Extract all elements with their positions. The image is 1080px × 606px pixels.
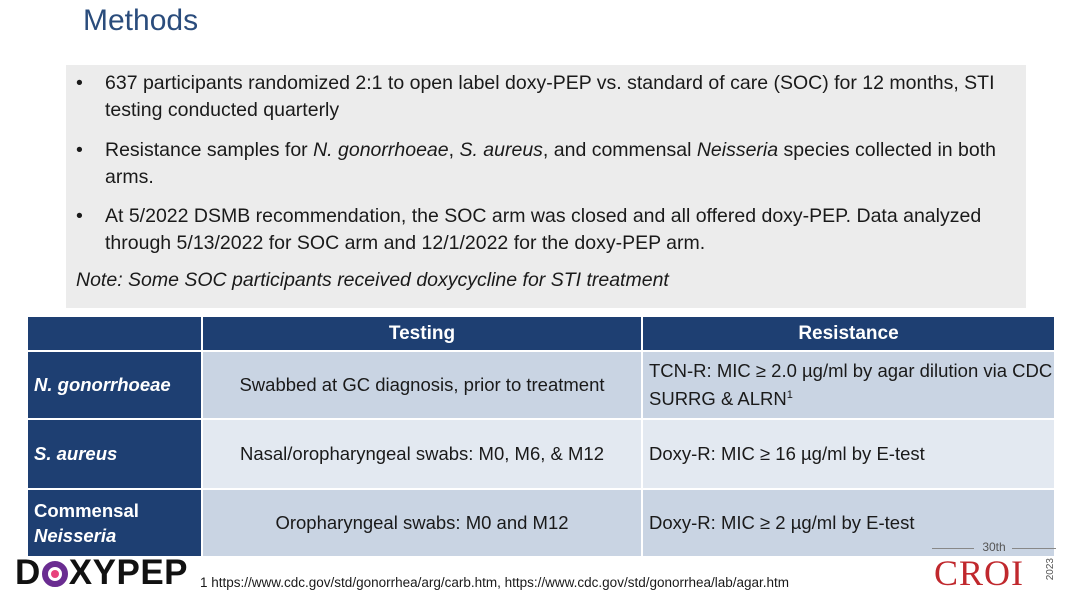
bullet-dot: • — [76, 205, 83, 227]
bullet-item — [76, 203, 1006, 257]
croi-wordmark: CROI — [934, 553, 1025, 593]
croi-anniversary: 30th — [982, 540, 1006, 554]
testing-cell: Swabbed at GC diagnosis, prior to treatment — [202, 351, 642, 419]
table-row — [27, 351, 1055, 419]
bullets-panel — [66, 65, 1026, 308]
note-text: Note: Some SOC participants received doxycycline for STI treatment — [76, 269, 669, 291]
doxypep-logo: D XYPEP — [15, 553, 189, 592]
row-label: Commensal Neisseria — [27, 489, 202, 557]
row-label: S. aureus — [27, 419, 202, 489]
table-header-testing: Testing — [202, 316, 642, 351]
slide-title: Methods — [83, 4, 199, 37]
resistance-cell: Doxy-R: MIC ≥ 2 µg/ml by E-test — [642, 489, 1055, 557]
methods-table — [26, 315, 1056, 558]
logo-o-icon — [42, 561, 68, 587]
testing-cell: Oropharyngeal swabs: M0 and M12 — [202, 489, 642, 557]
bullet-dot: • — [76, 72, 83, 94]
resistance-cell: TCN-R: MIC ≥ 2.0 µg/ml by agar dilution via CDC SURRG & ALRN$^1$ — [642, 351, 1055, 419]
bullet-item — [76, 137, 1006, 191]
table-header-blank — [27, 316, 202, 351]
table-header-resistance: Resistance — [642, 316, 1055, 351]
footnote: 1 https://www.cdc.gov/std/gonorrhea/arg/carb.htm, https://www.cdc.gov/std/gonorrhea/lab/agar.htm — [200, 575, 790, 590]
resistance-cell: Doxy-R: MIC ≥ 16 µg/ml by E-test — [642, 419, 1055, 489]
testing-cell: Nasal/oropharyngeal swabs: M0, M6, & M12 — [202, 419, 642, 489]
bullet-item — [76, 70, 1006, 124]
bullet-text: At 5/2022 DSMB recommendation, the SOC arm was closed and all offered doxy-PEP. Data analyzed through 5/13/2022 for SOC arm and 12/1/2022 for the doxy-PEP arm. — [105, 205, 982, 254]
bullet-text: 637 participants randomized 2:1 to open label doxy-PEP vs. standard of care (SOC) for 12 months, STI testing conducted quarterly — [105, 72, 995, 121]
row-label: N. gonorrhoeae — [27, 351, 202, 419]
bullet-dot: • — [76, 139, 83, 161]
table-row — [27, 419, 1055, 489]
croi-year: 2023 — [1045, 558, 1056, 581]
footnote-marker: 1 — [786, 388, 793, 401]
bullet-text: Resistance samples for N. gonorrhoeae, S. aureus, and commensal Neisseria species collected in both arms. — [105, 139, 996, 188]
table-row — [27, 489, 1055, 557]
croi-logo — [932, 540, 1062, 602]
table-header-row — [27, 316, 1055, 351]
